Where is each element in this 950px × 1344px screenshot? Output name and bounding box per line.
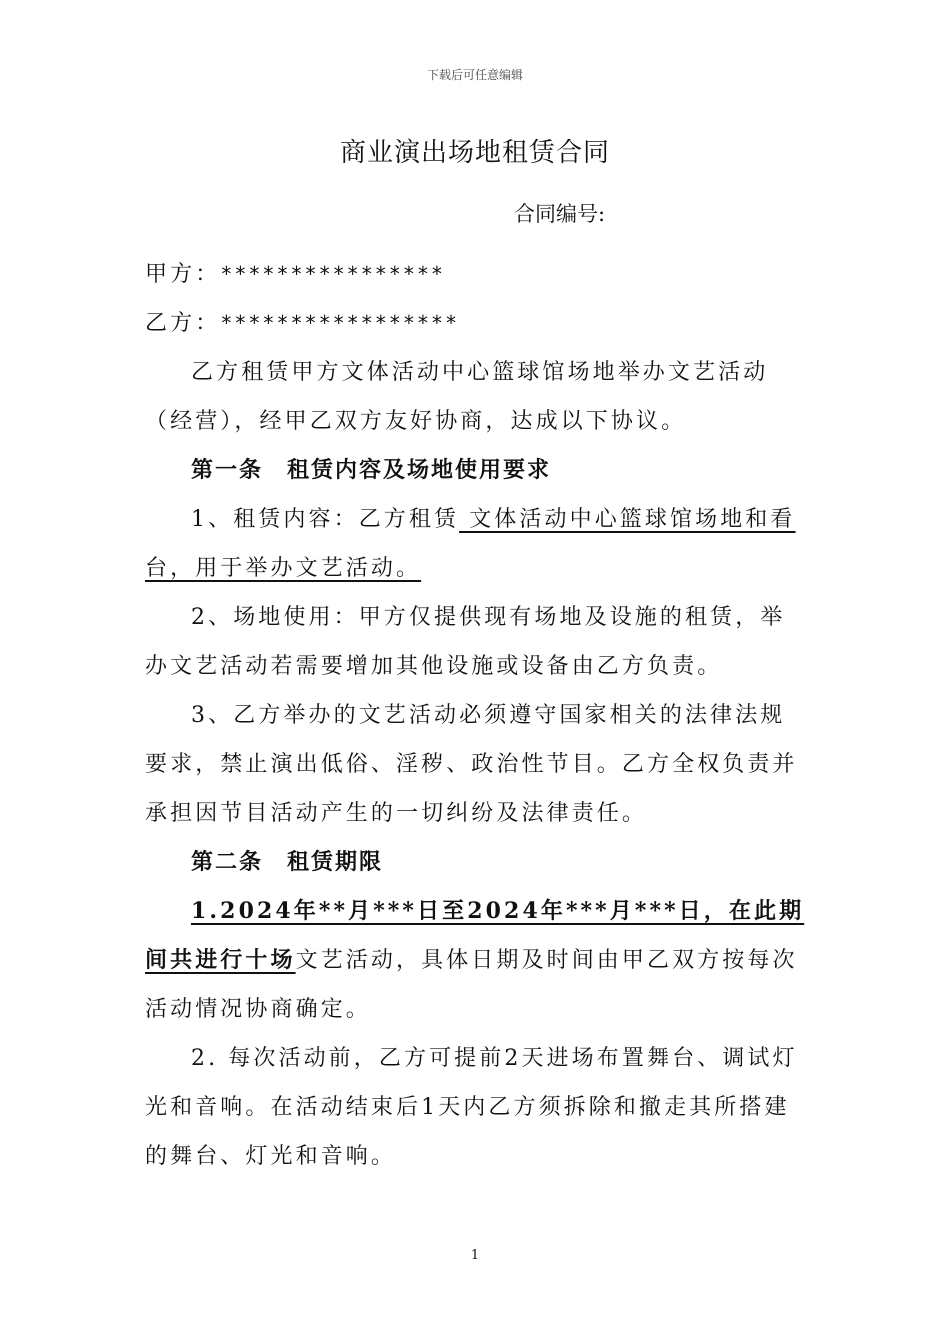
article-1-number: 第一条 (191, 458, 264, 483)
article-2-number: 第二条 (191, 850, 264, 875)
article-2-item-1-rest: 文艺活动，具体日期及时间由甲乙双方按每次活动情况协商确定。 (145, 948, 798, 1022)
article-2-heading (145, 838, 807, 887)
article-1-heading (145, 446, 807, 495)
document-title: 商业演出场地租赁合同 (339, 138, 610, 168)
document-body (145, 250, 807, 1181)
party-a-value: **************** (220, 262, 445, 286)
page-number: 1 (470, 1248, 480, 1263)
article-2-item-1 (145, 887, 807, 1034)
article-1-item-3: 3、乙方举办的文艺活动必须遵守国家相关的法律法规要求，禁止演出低俗、淫秽、政治性节目。乙方全权负责并承担因节目活动产生的一切纠纷及法律责任。 (145, 703, 798, 826)
article-1-title: 租赁内容及场地使用要求 (287, 458, 552, 483)
article-2-item-2: 2. 每次活动前，乙方可提前2天进场布置舞台、调试灯光和音响。在活动结束后1天内乙方须拆除和撤走其所搭建的舞台、灯光和音响。 (145, 1046, 798, 1169)
article-1-item-1-prefix: 1、租赁内容：乙方租赁 (191, 507, 460, 532)
party-a-line (145, 250, 807, 299)
intro-paragraph: 乙方租赁甲方文体活动中心篮球馆场地举办文艺活动（经营），经甲乙双方友好协商，达成以下协议。 (145, 360, 769, 434)
article-2-title: 租赁期限 (287, 850, 384, 875)
contract-number-label: 合同编号: (514, 202, 606, 226)
article-1-item-2: 2、场地使用：甲方仅提供现有场地及设施的租赁，举办文艺活动若需要增加其他设施或设备由乙方负责。 (145, 605, 786, 679)
article-1-item-1 (145, 495, 807, 593)
party-a-label: 甲方： (145, 262, 221, 287)
party-b-label: 乙方： (145, 311, 221, 336)
party-b-line (145, 299, 807, 348)
article-1-item-1-underlined: 文体活动中心篮球馆场地和看台，用于举办文艺活动。 (145, 507, 796, 581)
party-b-value: ***************** (220, 311, 460, 335)
article-2-item-1-bold: 1.2024年**月***日至2024年***月***日，在此期间共进行十场 (145, 898, 805, 973)
header-note: 下载后可任意编辑 (426, 68, 523, 82)
